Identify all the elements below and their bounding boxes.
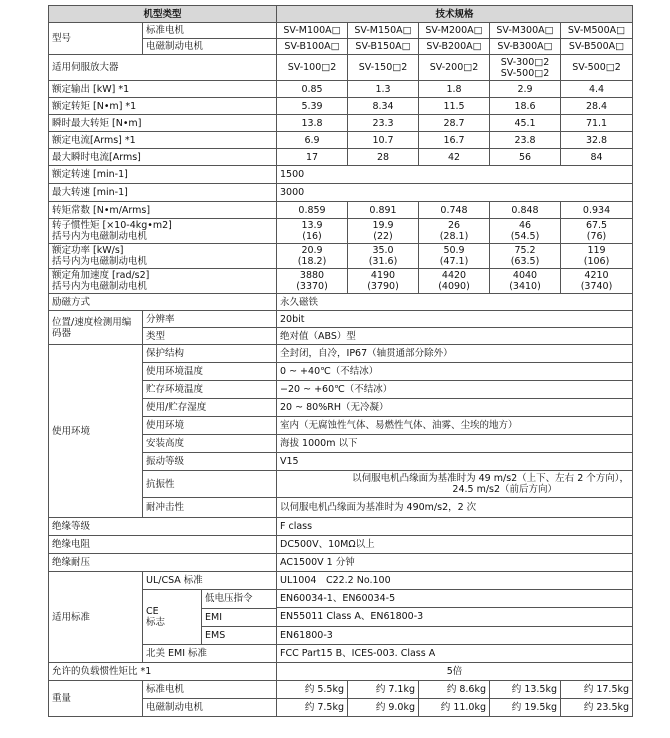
ce-label: CE 标志 — [143, 590, 202, 644]
torque-const-cell: 0.848 — [490, 202, 561, 219]
inertia-cell: 19.9 (22) — [348, 219, 419, 244]
na-emi-value: FCC Part15 B、ICES-003. Class A — [277, 645, 633, 663]
header-model-type: 机型类型 — [49, 6, 277, 23]
insulation-res-value: DC500V、10MΩ以上 — [277, 536, 633, 554]
insulation-volt-value: AC1500V 1 分钟 — [277, 554, 633, 572]
load-ratio-value: 5倍 — [277, 663, 633, 681]
encoder-type-label: 类型 — [143, 328, 277, 345]
weight-brake-cell: 约 9.0kg — [348, 699, 419, 717]
model-brake-cell: SV-B200A□ — [419, 39, 490, 55]
env-item-label: 保护结构 — [143, 345, 277, 363]
peak-current-cell: 17 — [277, 149, 348, 166]
rated-current-cell: 32.8 — [561, 132, 633, 149]
vib-resist-label: 抗振性 — [143, 471, 277, 498]
weight-std-cell: 约 5.5kg — [277, 681, 348, 699]
weight-std-cell: 约 13.5kg — [490, 681, 561, 699]
rated-torque-cell: 11.5 — [419, 98, 490, 115]
insulation-volt-label: 绝缘耐压 — [49, 554, 277, 572]
model-brake-cell: SV-B100A□ — [277, 39, 348, 55]
excitation-value: 永久磁铁 — [277, 294, 633, 311]
rated-speed-label: 额定转速 [min-1] — [49, 166, 277, 184]
power-rate-cell: 20.9 (18.2) — [277, 244, 348, 269]
emi-label: EMI — [202, 608, 277, 626]
model-std-cell: SV-M300A□ — [490, 23, 561, 39]
ems-value: EN61800-3 — [277, 626, 633, 644]
model-std-cell: SV-M150A□ — [348, 23, 419, 39]
lv-label: 低电压指令 — [202, 590, 277, 608]
model-std-cell: SV-M100A□ — [277, 23, 348, 39]
ang-accel-cell: 4210 (3740) — [561, 269, 633, 294]
weight-brake-cell: 约 19.5kg — [490, 699, 561, 717]
ul-value: UL1004 C22.2 No.100 — [277, 572, 633, 590]
weight-std-label: 标准电机 — [143, 681, 277, 699]
rated-output-cell: 1.3 — [348, 81, 419, 98]
ang-accel-cell: 3880 (3370) — [277, 269, 348, 294]
weight-label: 重量 — [49, 681, 143, 717]
power-rate-cell: 119 (106) — [561, 244, 633, 269]
spec-table — [48, 5, 633, 717]
env-item-label: 使用环境温度 — [143, 363, 277, 381]
torque-const-cell: 0.859 — [277, 202, 348, 219]
encoder-label: 位置/速度检测用编码器 — [49, 311, 143, 345]
ems-label: EMS — [205, 629, 226, 641]
encoder-res-label: 分辨率 — [143, 311, 277, 328]
rated-current-label: 额定电流[Arms] *1 — [49, 132, 277, 149]
rated-output-cell: 1.8 — [419, 81, 490, 98]
peak-torque-cell: 28.7 — [419, 115, 490, 132]
env-item-value: 海拔 1000m 以下 — [277, 435, 633, 453]
torque-const-label: 转矩常数 [N•m/Arms] — [49, 202, 277, 219]
load-ratio-label: 允许的负载惯性矩比 *1 — [49, 663, 277, 681]
encoder-res-value: 20bit — [277, 311, 633, 328]
ang-accel-label: 额定角加速度 [rad/s2] 括号内为电磁制动电机 — [49, 269, 277, 294]
env-item-label: 使用/贮存湿度 — [143, 399, 277, 417]
model-std-cell: SV-M200A□ — [419, 23, 490, 39]
inertia-cell: 13.9 (16) — [277, 219, 348, 244]
rated-output-cell: 4.4 — [561, 81, 633, 98]
torque-const-cell: 0.934 — [561, 202, 633, 219]
env-item-label: 贮存环境温度 — [143, 381, 277, 399]
env-item-label: 使用环境 — [143, 417, 277, 435]
insulation-class-label: 绝缘等级 — [49, 518, 277, 536]
env-item-label: 振动等级 — [143, 453, 277, 471]
rated-speed-value: 1500 — [277, 166, 633, 184]
rated-torque-cell: 8.34 — [348, 98, 419, 115]
peak-torque-cell: 13.8 — [277, 115, 348, 132]
power-rate-cell: 35.0 (31.6) — [348, 244, 419, 269]
header-spec: 技术规格 — [277, 6, 633, 23]
rated-current-cell: 23.8 — [490, 132, 561, 149]
ul-label: UL/CSA 标准 — [143, 572, 277, 590]
ce-subtable — [143, 590, 276, 644]
peak-current-cell: 56 — [490, 149, 561, 166]
amp-cell: SV-100□2 — [277, 55, 348, 81]
weight-brake-cell: 约 7.5kg — [277, 699, 348, 717]
ang-accel-cell: 4420 (4090) — [419, 269, 490, 294]
rated-output-cell: 0.85 — [277, 81, 348, 98]
encoder-type-value: 绝对值（ABS）型 — [277, 328, 633, 345]
peak-current-cell: 42 — [419, 149, 490, 166]
power-rate-label: 额定功率 [kW/s] 括号内为电磁制动电机 — [49, 244, 277, 269]
insulation-res-label: 绝缘电阻 — [49, 536, 277, 554]
weight-std-cell: 约 8.6kg — [419, 681, 490, 699]
rated-current-cell: 6.9 — [277, 132, 348, 149]
rated-output-cell: 2.9 — [490, 81, 561, 98]
inertia-cell: 26 (28.1) — [419, 219, 490, 244]
amp-cell-multi: SV-300□2 SV-500□2 — [490, 55, 561, 81]
weight-brake-cell: 约 11.0kg — [419, 699, 490, 717]
peak-torque-cell: 71.1 — [561, 115, 633, 132]
env-item-value: 室内（无腐蚀性气体、易燃性气体、油雾、尘埃的地方） — [277, 417, 633, 435]
max-speed-value: 3000 — [277, 184, 633, 202]
peak-torque-cell: 45.1 — [490, 115, 561, 132]
inertia-cell: 67.5 (76) — [561, 219, 633, 244]
na-emi-label: 北美 EMI 标准 — [143, 645, 277, 663]
inertia-cell: 46 (54.5) — [490, 219, 561, 244]
env-item-value: V15 — [277, 453, 633, 471]
rated-output-label: 额定输出 [kW] *1 — [49, 81, 277, 98]
inertia-label: 转子惯性矩 [×10-4kg•m2] 括号内为电磁制动电机 — [49, 219, 277, 244]
model-std-label: 标准电机 — [143, 23, 277, 39]
env-item-value: 0 ~ +40℃（不结冰） — [277, 363, 633, 381]
model-brake-cell: SV-B150A□ — [348, 39, 419, 55]
weight-std-cell: 约 7.1kg — [348, 681, 419, 699]
model-std-cell: SV-M500A□ — [561, 23, 633, 39]
model-brake-label: 电磁制动电机 — [143, 39, 277, 55]
torque-const-cell: 0.748 — [419, 202, 490, 219]
rated-torque-cell: 18.6 — [490, 98, 561, 115]
rated-current-cell: 10.7 — [348, 132, 419, 149]
power-rate-cell: 50.9 (47.1) — [419, 244, 490, 269]
ang-accel-cell: 4040 (3410) — [490, 269, 561, 294]
amp-cell: SV-500□2 — [561, 55, 633, 81]
peak-current-cell: 84 — [561, 149, 633, 166]
model-brake-cell: SV-B300A□ — [490, 39, 561, 55]
rated-current-cell: 16.7 — [419, 132, 490, 149]
rated-torque-label: 额定转矩 [N•m] *1 — [49, 98, 277, 115]
peak-torque-cell: 23.3 — [348, 115, 419, 132]
excitation-label: 励磁方式 — [49, 294, 277, 311]
max-speed-label: 最大转速 [min-1] — [49, 184, 277, 202]
weight-std-cell: 约 17.5kg — [561, 681, 633, 699]
amp-cell: SV-150□2 — [348, 55, 419, 81]
rated-torque-cell: 28.4 — [561, 98, 633, 115]
emi-value: EN55011 Class A、EN61800-3 — [277, 608, 633, 626]
insulation-class-value: F class — [277, 518, 633, 536]
env-item-label: 安装高度 — [143, 435, 277, 453]
amp-cell: SV-200□2 — [419, 55, 490, 81]
env-item-value: −20 ~ +60℃（不结冰） — [277, 381, 633, 399]
amp-label: 适用伺服放大器 — [49, 55, 277, 81]
model-label: 型号 — [49, 23, 143, 55]
weight-brake-cell: 约 23.5kg — [561, 699, 633, 717]
peak-current-cell: 28 — [348, 149, 419, 166]
standards-label: 适用标准 — [49, 572, 143, 663]
ang-accel-cell: 4190 (3790) — [348, 269, 419, 294]
shock-resist-value: 以伺服电机凸缘面为基准时为 490m/s2，2 次 — [277, 498, 633, 518]
lv-value: EN60034-1、EN60034-5 — [277, 590, 633, 608]
env-label: 使用环境 — [49, 345, 143, 518]
peak-current-label: 最大瞬时电流[Arms] — [49, 149, 277, 166]
shock-resist-label: 耐冲击性 — [143, 498, 277, 518]
ce-group — [143, 590, 277, 645]
weight-brake-label: 电磁制动电机 — [143, 699, 277, 717]
vib-resist-value: 以伺服电机凸缘面为基准时为 49 m/s2（上下、左右 2 个方向）， 24.5 m/s2（前后方向） — [277, 471, 633, 498]
torque-const-cell: 0.891 — [348, 202, 419, 219]
rated-torque-cell: 5.39 — [277, 98, 348, 115]
env-item-value: 20 ~ 80%RH（无冷凝） — [277, 399, 633, 417]
env-item-value: 全封闭，自冷，IP67（轴贯通部分除外） — [277, 345, 633, 363]
peak-torque-label: 瞬时最大转矩 [N•m] — [49, 115, 277, 132]
power-rate-cell: 75.2 (63.5) — [490, 244, 561, 269]
model-brake-cell: SV-B500A□ — [561, 39, 633, 55]
